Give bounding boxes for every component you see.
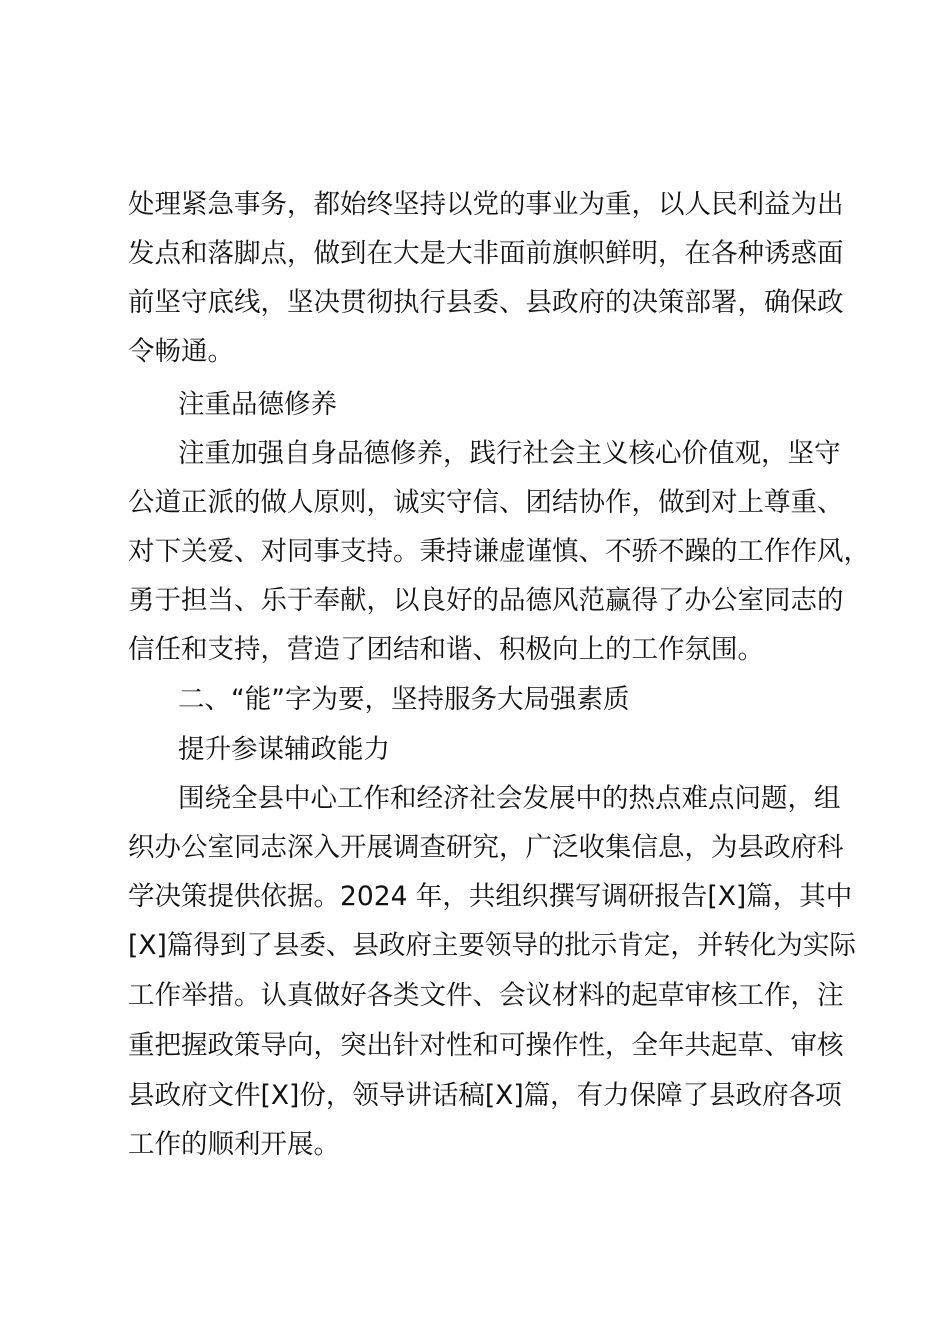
body-text-line: 学决策提供依据。2024 年，共组织撰写调研报告[X]篇，其中 — [128, 881, 853, 912]
body-text-line: 县政府文件[X]份，领导讲话稿[X]篇，有力保障了县政府各项 — [128, 1080, 842, 1111]
body-text-line: 织办公室同志深入开展调查研究，广泛收集信息，为县政府科 — [128, 832, 844, 863]
section-heading: 提升参谋辅政能力 — [178, 734, 390, 765]
body-text-line: 前坚守底线，坚决贯彻执行县委、县政府的决策部署，确保政 — [128, 287, 844, 318]
paragraph-first-line: 注重加强自身品德修养，践行社会主义核心价值观，坚守 — [178, 438, 841, 469]
body-text-line: 处理紧急事务，都始终坚持以党的事业为重，以人民利益为出 — [128, 189, 844, 220]
body-text-line: [X]篇得到了县委、县政府主要领导的批示肯定，并转化为实际 — [128, 930, 856, 961]
chapter-heading: 二、“能”字为要，坚持服务大局强素质 — [178, 684, 630, 715]
body-text-line: 工作的顺利开展。 — [128, 1129, 340, 1160]
body-text-line: 信任和支持，营造了团结和谐、积极向上的工作氛围。 — [128, 634, 764, 665]
paragraph-first-line: 围绕全县中心工作和经济社会发展中的热点难点问题，组 — [178, 783, 841, 814]
body-text-line: 发点和落脚点，做到在大是大非面前旗帜鲜明，在各种诱惑面 — [128, 238, 844, 269]
body-text-line: 勇于担当、乐于奉献，以良好的品德风范赢得了办公室同志的 — [128, 585, 844, 616]
body-text-line: 公道正派的做人原则，诚实守信、团结协作，做到对上尊重、 — [128, 487, 844, 518]
body-text-line: 工作举措。认真做好各类文件、会议材料的起草审核工作，注 — [128, 980, 844, 1011]
section-heading: 注重品德修养 — [178, 389, 337, 420]
body-text-line: 令畅通。 — [128, 336, 234, 367]
body-text-line: 对下关爱、对同事支持。秉持谦虚谨慎、不骄不躁的工作作风， — [128, 536, 870, 567]
body-text-line: 重把握政策导向，突出针对性和可操作性，全年共起草、审核 — [128, 1030, 844, 1061]
